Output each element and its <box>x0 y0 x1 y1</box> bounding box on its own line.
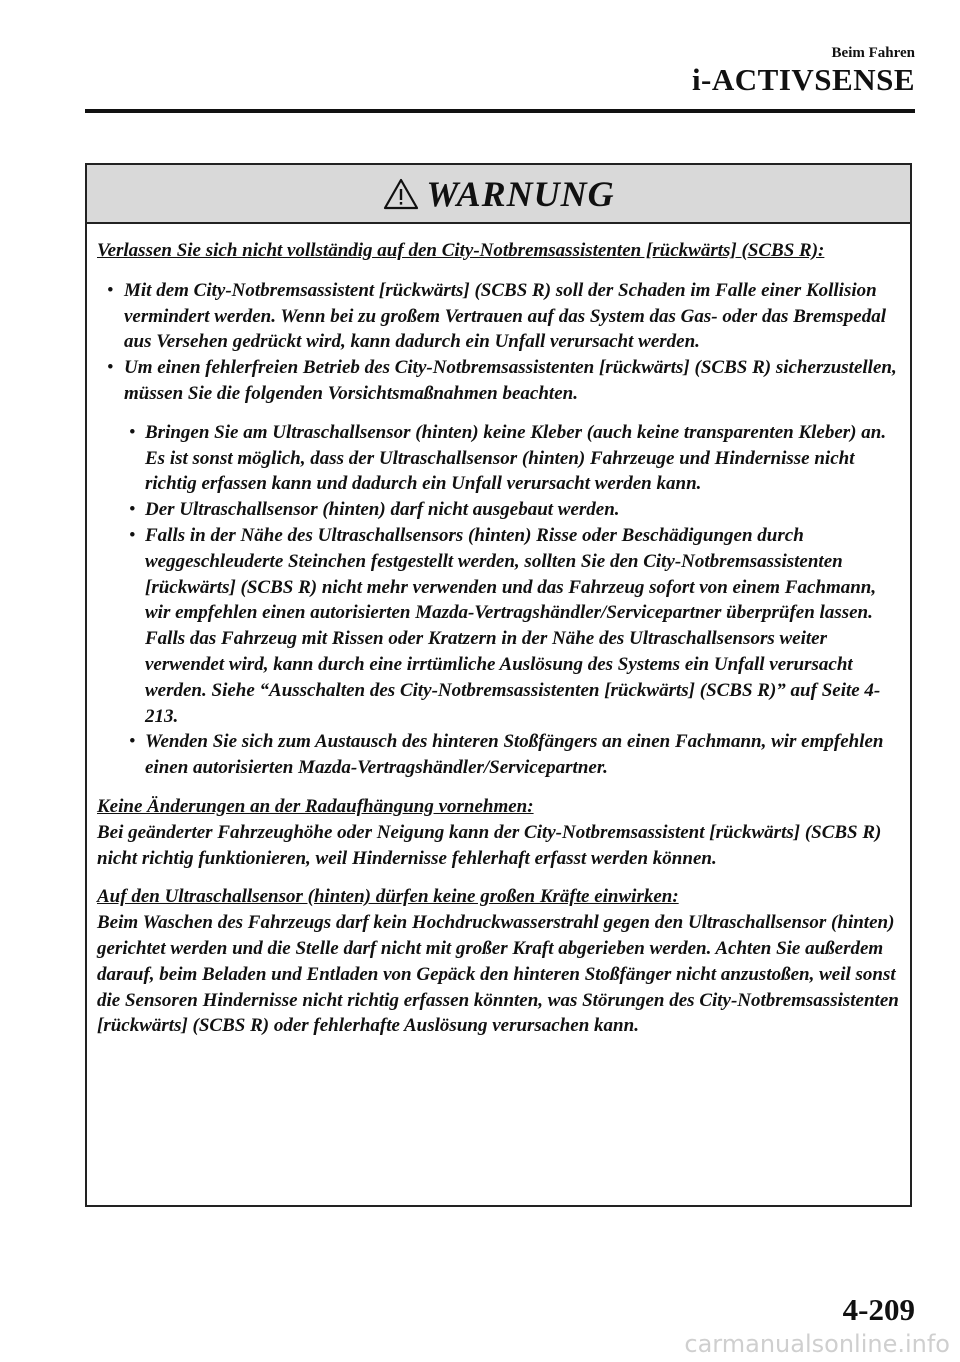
chapter-name: Beim Fahren <box>831 45 915 61</box>
list-item-text: Wenden Sie sich zum Austausch des hinteren Stoßfängers an einen Fachmann, wir empfehlen einen autorisierten Mazda-Vertragshändler/Servicepartner. <box>145 731 884 779</box>
warning-triangle-icon <box>382 177 420 211</box>
list-item <box>124 523 900 729</box>
warning-body <box>87 224 910 1039</box>
warning-title: WARNUNG <box>426 173 615 214</box>
section-text: Beim Waschen des Fahrzeugs darf kein Hochdruckwasserstrahl gegen den Ultraschallsensor (hinten) gerichtet werden und die Stelle darf nicht mit großer Kraft abgerieben werden. Achten Sie außerdem darauf, beim Beladen und Entladen von Gepäck den hinteren Stoßfänger nicht anzustoßen, weil sonst die Sensoren Hindernisse nicht richtig erfassen könnten, was Störungen des City-Notbremsassistenten [rückwärts] (SCBS R) oder fehlerhafte Auslösung verursachen kann. <box>97 912 899 1037</box>
section-heading: Verlassen Sie sich nicht vollständig auf den City-Notbremsassistenten [rückwärts] (SCBS R): <box>97 240 825 261</box>
warning-box <box>85 163 912 1207</box>
page-number: 4-209 <box>842 1292 915 1327</box>
warning-section-2 <box>97 794 900 871</box>
bullet: • <box>129 499 136 521</box>
watermark: carmanualsonline.info <box>684 1330 950 1358</box>
list-item-text: Falls in der Nähe des Ultraschallsensors (hinten) Risse oder Beschädigungen durch weggeschleuderte Steinchen festgestellt werden, sollten Sie den City-Notbremsassistenten [rückwärts] (SCBS R) nicht mehr verwenden und das Fahrzeug sofort von einem Fachmann, wir empfehlen einen autorisierten Mazda-Vertragshändler/Servicepartner überprüfen lassen. Falls das Fahrzeug mit Rissen oder Kratzern in der Nähe des Ultraschallsensors weiter verwendet wird, kann durch eine irrtümliche Auslösung des Systems ein Unfall verursacht werden. Siehe “Ausschalten des City-Notbremsassistenten [rückwärts] (SCBS R)” auf Seite 4-213. <box>145 524 881 727</box>
bullet: • <box>129 731 136 753</box>
section-heading: Auf den Ultraschallsensor (hinten) dürfen keine großen Kräfte einwirken: <box>97 886 679 908</box>
bullet: • <box>107 279 114 301</box>
bullet: • <box>107 357 114 379</box>
bullet: • <box>129 524 136 546</box>
list-item-text: Bringen Sie am Ultraschallsensor (hinten) keine Kleber (auch keine transparenten Kleber) an. Es ist sonst möglich, dass der Ultraschallsensor (hinten) Fahrzeuge und Hindernisse nicht richtig erfassen kann und dadurch ein Unfall verursacht werden kann. <box>145 421 887 495</box>
bullet: • <box>129 421 136 443</box>
bullet-list <box>97 278 900 781</box>
header-divider <box>85 109 915 113</box>
page-header <box>692 44 915 98</box>
section-title: i-ACTIVSENSE <box>691 62 915 97</box>
list-item <box>97 278 900 355</box>
list-item-text: Um einen fehlerfreien Betrieb des City-Notbremsassistenten [rückwärts] (SCBS R) sicherzustellen, müssen Sie die folgenden Vorsichtsmaßnahmen beachten. <box>124 357 897 404</box>
warning-section-1 <box>97 238 900 781</box>
list-item-text: Der Ultraschallsensor (hinten) darf nicht ausgebaut werden. <box>145 499 620 521</box>
section-text: Bei geänderter Fahrzeughöhe oder Neigung kann der City-Notbremsassistent [rückwärts] (SCBS R) nicht richtig funktionieren, weil Hindernisse fehlerhaft erfasst werden können. <box>97 821 882 869</box>
sub-bullet-list <box>124 420 900 781</box>
list-item <box>97 355 900 781</box>
section-heading: Keine Änderungen an der Radaufhängung vornehmen: <box>97 795 534 817</box>
list-item-text: Mit dem City-Notbremsassistent [rückwärts] (SCBS R) soll der Schaden im Falle einer Kollision vermindert werden. Wenn bei zu großem Vertrauen auf das System das Gas- oder das Bremspedal aus Versehen gedrückt wird, kann dadurch ein Unfall verursacht werden. <box>124 279 886 353</box>
warning-section-3 <box>97 884 900 1039</box>
list-item <box>124 497 900 523</box>
warning-header <box>87 165 910 224</box>
list-item <box>124 729 900 781</box>
list-item <box>124 420 900 497</box>
